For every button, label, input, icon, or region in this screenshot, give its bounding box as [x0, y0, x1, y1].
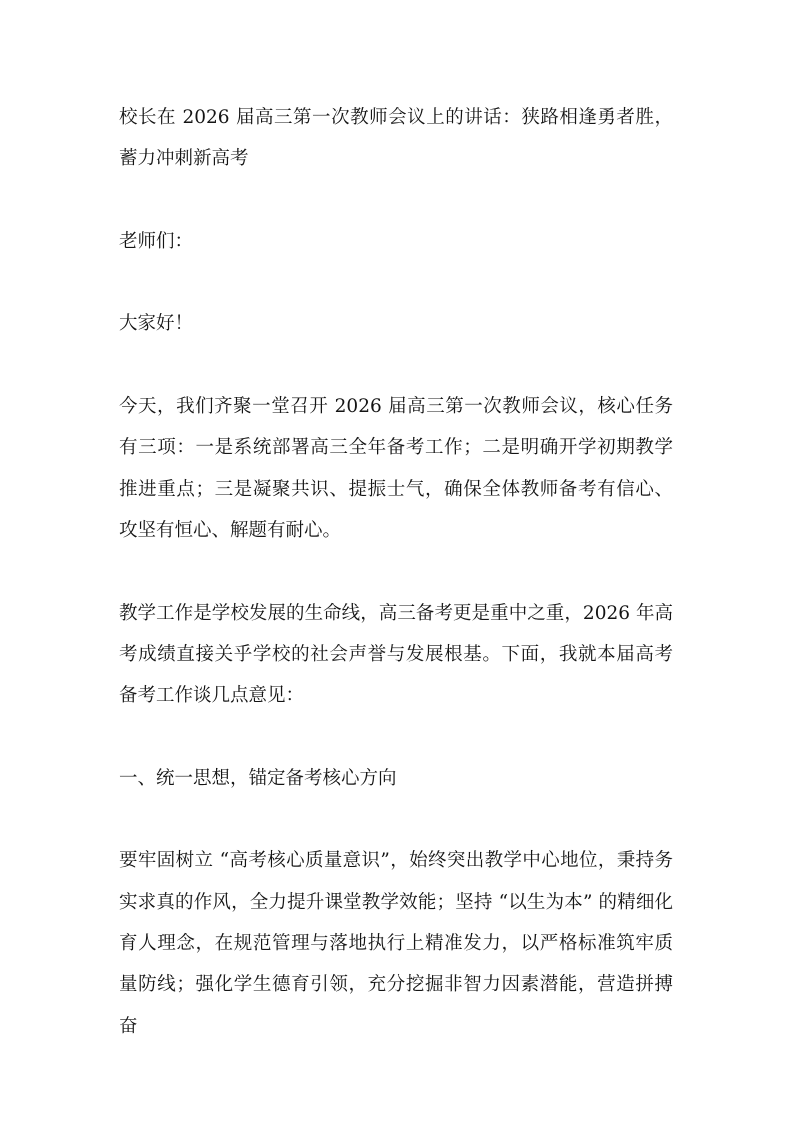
section-heading: 一、统一思想，锚定备考核心方向	[119, 767, 397, 789]
paragraph: 大家好！	[119, 313, 194, 335]
paragraph: 要牢固树立 “高考核心质量意识”，始终突出教学中心地位，秉持务实求真的作风，全力提升课堂教学效能；坚持 “以生为本” 的精细化育人理念，在规范管理与落地执行上精准发力，以严格标准筑牢质量防线；强化学生德育引领，充分挖掘非智力因素潜能，营造拼搏奋	[119, 850, 673, 1037]
paragraph: 老师们：	[119, 230, 194, 252]
paragraph: 今天，我们齐聚一堂召开 2026 届高三第一次教师会议，核心任务有三项：一是系统部署高三全年备考工作；二是明确开学初期教学推进重点；三是凝聚共识、提振士气，确保全体教师备考有信心、攻坚有恒心、解题有耐心。	[119, 396, 673, 541]
document-content	[119, 97, 673, 1047]
document-body	[119, 221, 673, 1047]
paragraph: 教学工作是学校发展的生命线，高三备考更是重中之重，2026 年高考成绩直接关乎学校的社会声誉与发展根基。下面，我就本届高考备考工作谈几点意见：	[119, 602, 673, 707]
document-title: 校长在 2026 届高三第一次教师会议上的讲话：狭路相逢勇者胜，蓄力冲刺新高考	[119, 107, 673, 170]
